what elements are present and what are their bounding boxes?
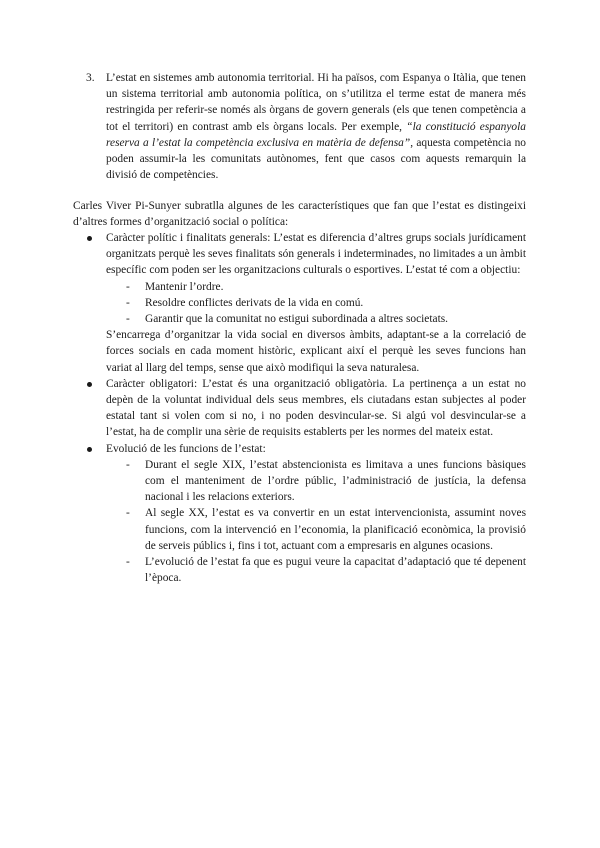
bullet-dot-icon — [87, 236, 92, 241]
sub-item — [106, 457, 526, 506]
bullet-list — [86, 230, 526, 586]
sub-item — [106, 554, 526, 586]
item-3-text-end: , aquesta competència no poden assumir-la les comunitats autònomes, fent que casos com aquests remarquin la divisió de competències. — [106, 136, 526, 182]
sub-item — [106, 279, 526, 295]
bullet-item — [86, 441, 526, 587]
sub-item — [106, 311, 526, 327]
bullet-dot-icon — [87, 382, 92, 387]
dash-marker: - — [126, 296, 130, 309]
item-number: 3. — [86, 72, 95, 84]
bullet-item — [86, 230, 526, 376]
item-3-body — [106, 70, 526, 183]
dash-marker: - — [126, 313, 130, 326]
sub-item-text: Al segle XX, l’estat es va convertir en un estat intervencionista, assumint noves funcions, com la intervenció en l’economia, la planificació econòmica, la provisió de serveis públics i, fins i tot, actuant com a empresaris en algunes ocasions. — [145, 507, 526, 552]
item-3-quote: “la constitució espanyola reserva a l’estat la competència exclusiva en matèria de defensa” — [106, 120, 526, 149]
bullet-dot-icon — [87, 447, 92, 452]
bullet-text: Evolució de les funcions de l’estat: — [106, 442, 266, 455]
bullet-item — [86, 376, 526, 441]
sub-item-text: Durant el segle XIX, l’estat abstencionista es limitava a unes funcions bàsiques com el manteniment de l’ordre públic, l’administració de justícia, la defensa nacional i les relacions exteriors. — [145, 458, 526, 504]
dash-marker: - — [126, 458, 130, 471]
sub-item — [106, 505, 526, 554]
dash-marker: - — [126, 556, 130, 569]
sub-item-text: L’evolució de l’estat fa que es pugui veure la capacitat d’adaptació que té depenent l’època. — [145, 556, 526, 585]
bullet-text: Caràcter obligatori: L’estat és una organització obligatòria. La pertinença a un estat no depèn de la voluntat individual dels seus membres, els ciutadans estan subjectes al poder estatal tant si volen com si no, i no poden desvincular-se. Si algú vol desvincular-se a l’estat, ha de complir una sèrie de requisits establerts per les normes del mateix estat. — [106, 377, 526, 439]
sub-item — [106, 295, 526, 311]
dash-marker: - — [126, 280, 130, 293]
numbered-item-3 — [86, 70, 526, 183]
item-3-text: L’estat en sistemes amb autonomia territorial. Hi ha països, com Espanya o Itàlia, que tenen un sistema territorial amb autonomia política, on s’utilitza el terme estat de manera més restringida per referir-se només als òrgans de govern generals (els que tenen competència a tot el territori) en contrast amb els òrgans locals. Per exemple, — [106, 72, 526, 133]
bullet-text: Caràcter polític i finalitats generals: L’estat es diferencia d’altres grups socials jurídicament organitzats perquè les seves finalitats són generals i indeterminades, no limitades a un àmbit específic com poden ser les organitzacions culturals o esportives. L’estat té com a objectiu: — [106, 232, 526, 277]
bullet-continuation: S’encarrega d’organitzar la vida social en diversos àmbits, adaptant-se a la correlació de forces socials en cada moment històric, explicant així el perquè les seves funcions han variat al llarg del temps, sense que això modifiqui la seva naturalesa. — [106, 329, 526, 374]
sub-item-text: Resoldre conflictes derivats de la vida en comú. — [145, 296, 364, 309]
intro-paragraph: Carles Viver Pi-Sunyer subratlla algunes de les característiques que fan que l’estat es distingeixi d’altres formes d’organització social o política: — [73, 200, 526, 229]
sub-item-text: Mantenir l’ordre. — [145, 280, 224, 293]
dash-marker: - — [126, 507, 130, 520]
sub-item-text: Garantir que la comunitat no estigui subordinada a altres societats. — [145, 313, 449, 326]
